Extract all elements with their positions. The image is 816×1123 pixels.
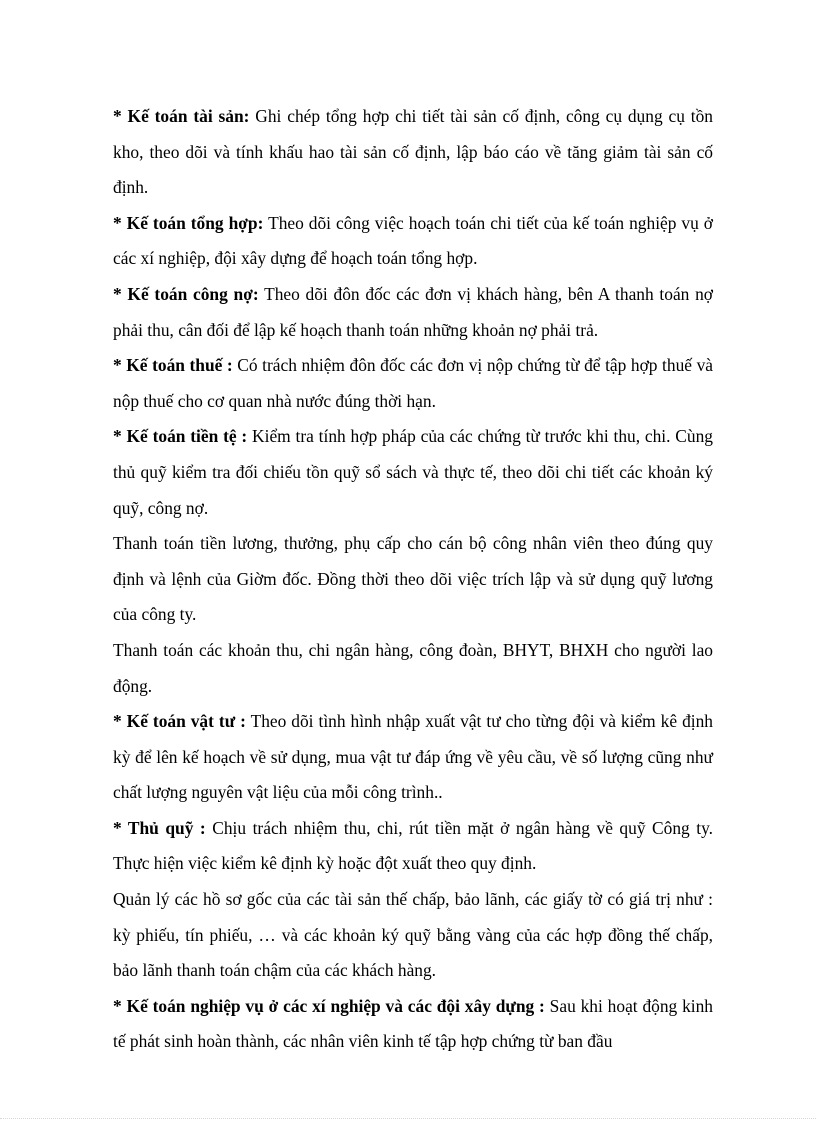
paragraph-text: Quản lý các hồ sơ gốc của các tài sản thế chấp, bảo lãnh, các giấy tờ có giá trị như : kỳ phiếu, tín phiếu, … và các khoản ký quỹ bằng vàng của các hợp đồng thế chấp, bảo lãnh thanh toán chậm của các khách hàng. xyxy=(113,889,713,981)
paragraph-heading: * Kế toán thuế : xyxy=(113,355,233,376)
paragraph-text: Theo dõi tình hình nhập xuất vật tư cho từng đội và kiểm kê định kỳ để lên kế hoạch về sử dụng, mua vật tư đáp ứng về yêu cầu, về số lượng cũng như chất lượng nguyên vật liệu của mỗi công trình.. xyxy=(113,711,713,803)
paragraph-thu-quy xyxy=(113,811,713,882)
paragraph-ke-toan-tien-te xyxy=(113,419,713,526)
paragraph-ke-toan-tai-san xyxy=(113,99,713,206)
paragraph-text: Kiểm tra tính hợp pháp của các chứng từ trước khi thu, chi. Cùng thủ quỹ kiểm tra đối chiếu tồn quỹ sổ sách và thực tế, theo dõi chi tiết các khoản ký quỹ, công nợ. xyxy=(113,426,713,518)
page-bottom-divider xyxy=(0,1118,816,1119)
paragraph-heading: * Kế toán nghiệp vụ ở các xí nghiệp và các đội xây dựng : xyxy=(113,995,545,1016)
paragraph-text: Thanh toán tiền lương, thưởng, phụ cấp cho cán bộ công nhân viên theo đúng quy định và lệnh của Giờm đốc. Đồng thời theo dõi việc trích lập và sử dụng quỹ lương của công ty. xyxy=(113,533,713,625)
paragraph-text: Chịu trách nhiệm thu, chi, rút tiền mặt ở ngân hàng về quỹ Công ty. Thực hiện việc kiểm kê định kỳ hoặc đột xuất theo quy định. xyxy=(113,817,713,874)
paragraph-ke-toan-thue xyxy=(113,348,713,419)
paragraph-heading: * Kế toán tài sản: xyxy=(113,106,250,126)
paragraph-thanh-toan-tien-luong xyxy=(113,526,713,633)
paragraph-text: Có trách nhiệm đôn đốc các đơn vị nộp chứng từ để tập hợp thuế và nộp thuế cho cơ quan nhà nước đúng thời hạn. xyxy=(113,355,713,411)
paragraph-heading: * Kế toán tiền tệ : xyxy=(113,426,248,447)
paragraph-text: Theo dõi đôn đốc các đơn vị khách hàng, bên A thanh toán nợ phải thu, cân đối để lập kế hoạch thanh toán những khoản nợ phải trả. xyxy=(113,283,714,340)
paragraph-thanh-toan-cac-khoan xyxy=(113,633,713,704)
paragraph-text: Ghi chép tổng hợp chi tiết tài sản cố định, công cụ dụng cụ tồn kho, theo dõi và tính khấu hao tài sản cố định, lập báo cáo về tăng giảm tài sản cố định. xyxy=(113,106,713,198)
paragraph-text: Sau khi hoạt động kinh tế phát sinh hoàn thành, các nhân viên kinh tế tập hợp chứng từ ban đầu xyxy=(113,995,714,1052)
paragraph-quan-ly-ho-so xyxy=(113,882,713,989)
paragraph-heading: * Kế toán tổng hợp: xyxy=(113,212,264,233)
paragraph-ke-toan-nghiep-vu xyxy=(113,989,713,1060)
paragraph-heading: * Kế toán công nợ: xyxy=(113,283,259,304)
paragraph-text: Thanh toán các khoản thu, chi ngân hàng, công đoàn, BHYT, BHXH cho người lao động. xyxy=(113,639,713,696)
paragraph-text: Theo dõi công việc hoạch toán chi tiết của kế toán nghiệp vụ ở các xí nghiệp, đội xây dựng để hoạch toán tổng hợp. xyxy=(113,212,714,269)
paragraph-heading: * Kế toán vật tư : xyxy=(113,711,246,732)
paragraph-ke-toan-vat-tu xyxy=(113,704,713,811)
paragraph-heading: * Thủ quỹ : xyxy=(113,817,206,838)
paragraph-ke-toan-tong-hop xyxy=(113,206,713,277)
paragraph-ke-toan-cong-no xyxy=(113,277,713,348)
